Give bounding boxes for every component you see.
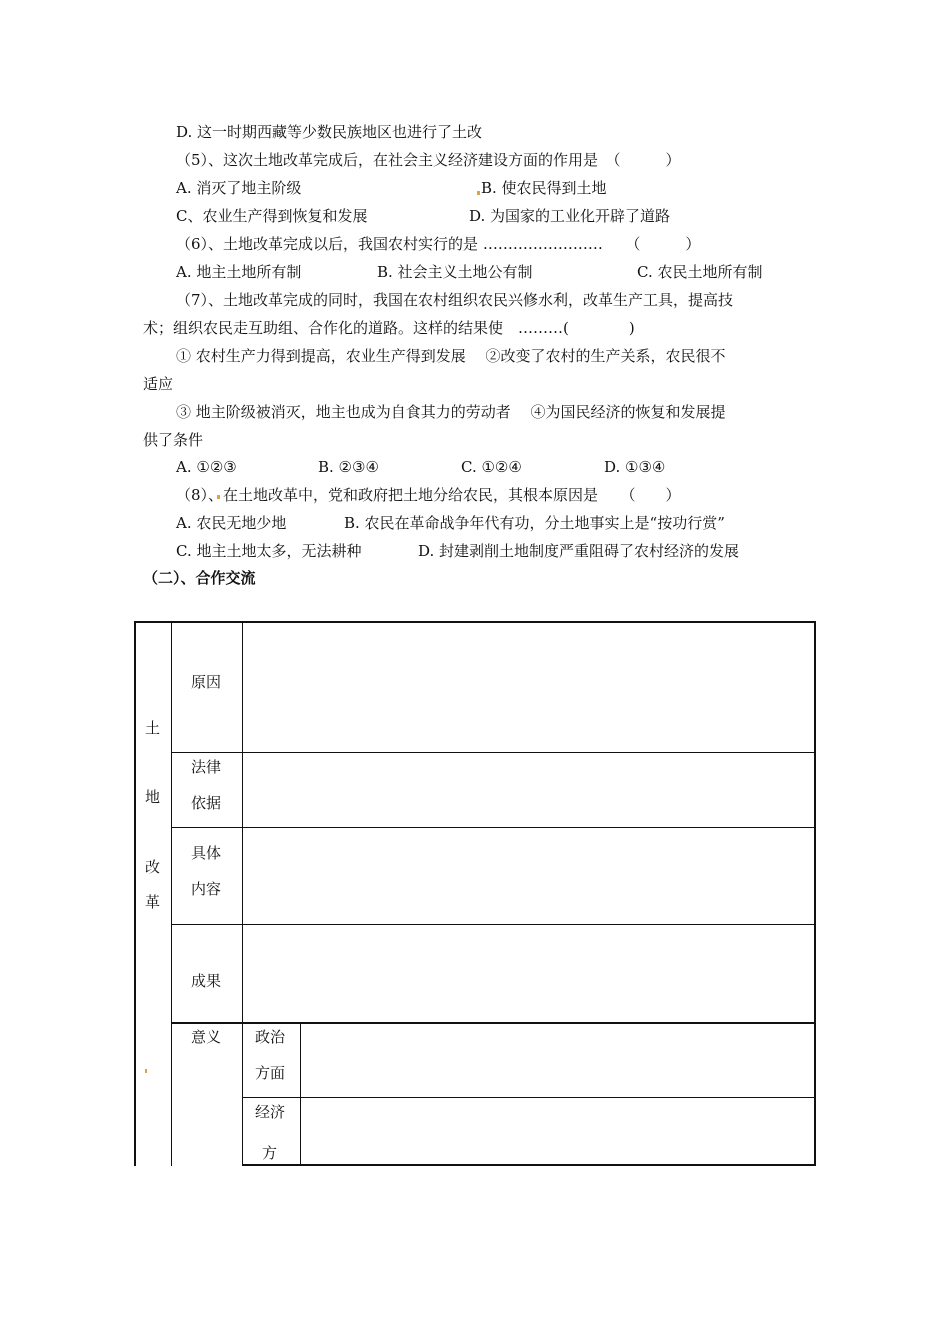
row-label-content: 具体 — [191, 844, 222, 862]
q5-option-c: C、农业生产得到恢复和发展 — [176, 207, 368, 225]
table-border-v2 — [242, 621, 243, 1166]
q6-option-c: C. 农民土地所有制 — [637, 263, 763, 281]
q7-option-d: D. ①③④ — [604, 458, 666, 476]
section-title: （二）、合作交流 — [143, 569, 256, 587]
q7-stem-line1: （7）、土地改革完成的同时，我国在农村组织农民兴修水利，改革生产工具，提高技 — [176, 291, 734, 309]
table-border-h4 — [171, 1022, 816, 1024]
table-border-h2 — [171, 827, 816, 828]
q7-option-b: B. ②③④ — [318, 458, 379, 476]
table-main-label-char: 革 — [145, 893, 161, 911]
table-border-v3 — [300, 1024, 301, 1166]
q7-option-a: A. ①②③ — [176, 458, 237, 476]
q5-option-a: A. 消灭了地主阶级 — [176, 179, 302, 197]
q6-stem: （6）、土地改革完成以后，我国农村实行的是 …………………… （ ） — [176, 235, 701, 253]
q7-item3-line1: ③ 地主阶级被消灭，地主也成为自食其力的劳动者 ④为国民经济的恢复和发展提 — [176, 403, 726, 421]
q8-option-d: D. 封建剥削土地制度严重阻碍了农村经济的发展 — [418, 542, 740, 560]
q7-item3-line2: 供了条件 — [143, 431, 204, 449]
q7-item1-line1: ① 农村生产力得到提高，农业生产得到发展 ②改变了农村的生产关系，农民很不 — [176, 347, 726, 365]
q5-option-d: D. 为国家的工业化开辟了道路 — [469, 207, 671, 225]
marker-dot — [145, 1069, 147, 1073]
q8-option-b: B. 农民在革命战争年代有功，分土地事实上是“按功行赏” — [344, 514, 725, 532]
row-label-economic-2: 方 — [262, 1144, 278, 1162]
q6-option-b: B. 社会主义土地公有制 — [377, 263, 533, 281]
row-label-political: 政治 — [255, 1028, 286, 1046]
q6-option-a: A. 地主土地所有制 — [176, 263, 302, 281]
table-main-label-char: 改 — [145, 858, 161, 876]
marker-dot — [477, 191, 480, 195]
table-main-label-char: 地 — [145, 788, 161, 806]
q4-option-d: D. 这一时期西藏等少数民族地区也进行了土改 — [176, 123, 483, 141]
q7-option-c: C. ①②④ — [461, 458, 522, 476]
q7-item1-line2: 适应 — [143, 375, 174, 393]
row-label-reason: 原因 — [191, 673, 222, 691]
q7-stem-line2: 术；组织农民走互助组、合作化的道路。这样的结果使 ………( ) — [143, 319, 635, 337]
table-border-left — [134, 621, 136, 1166]
land-reform-table — [134, 621, 816, 1166]
row-label-economic: 经济 — [255, 1103, 286, 1121]
row-label-result: 成果 — [191, 972, 222, 990]
row-label-political-2: 方面 — [255, 1064, 286, 1082]
q8-option-c: C. 地主土地太多，无法耕种 — [176, 542, 362, 560]
row-label-legal-basis-2: 依据 — [191, 794, 222, 812]
table-border-bottom — [242, 1164, 816, 1166]
table-border-h5 — [242, 1097, 816, 1098]
q8-stem: （8）、在土地改革中，党和政府把土地分给农民，其根本原因是 （ ） — [176, 486, 681, 504]
table-border-v1 — [171, 621, 172, 1166]
row-label-significance: 意义 — [191, 1028, 222, 1046]
q8-option-a: A. 农民无地少地 — [176, 514, 287, 532]
row-label-content-2: 内容 — [191, 880, 222, 898]
table-border-h1 — [171, 752, 816, 753]
table-border-h3 — [171, 924, 816, 925]
table-border-right — [814, 621, 816, 1166]
table-main-label-char: 土 — [145, 719, 161, 737]
table-border-top — [134, 621, 816, 623]
row-label-legal-basis: 法律 — [191, 758, 222, 776]
q5-stem: （5）、这次土地改革完成后，在社会主义经济建设方面的作用是 （ ） — [176, 151, 681, 169]
q5-option-b: B. 使农民得到土地 — [481, 179, 607, 197]
